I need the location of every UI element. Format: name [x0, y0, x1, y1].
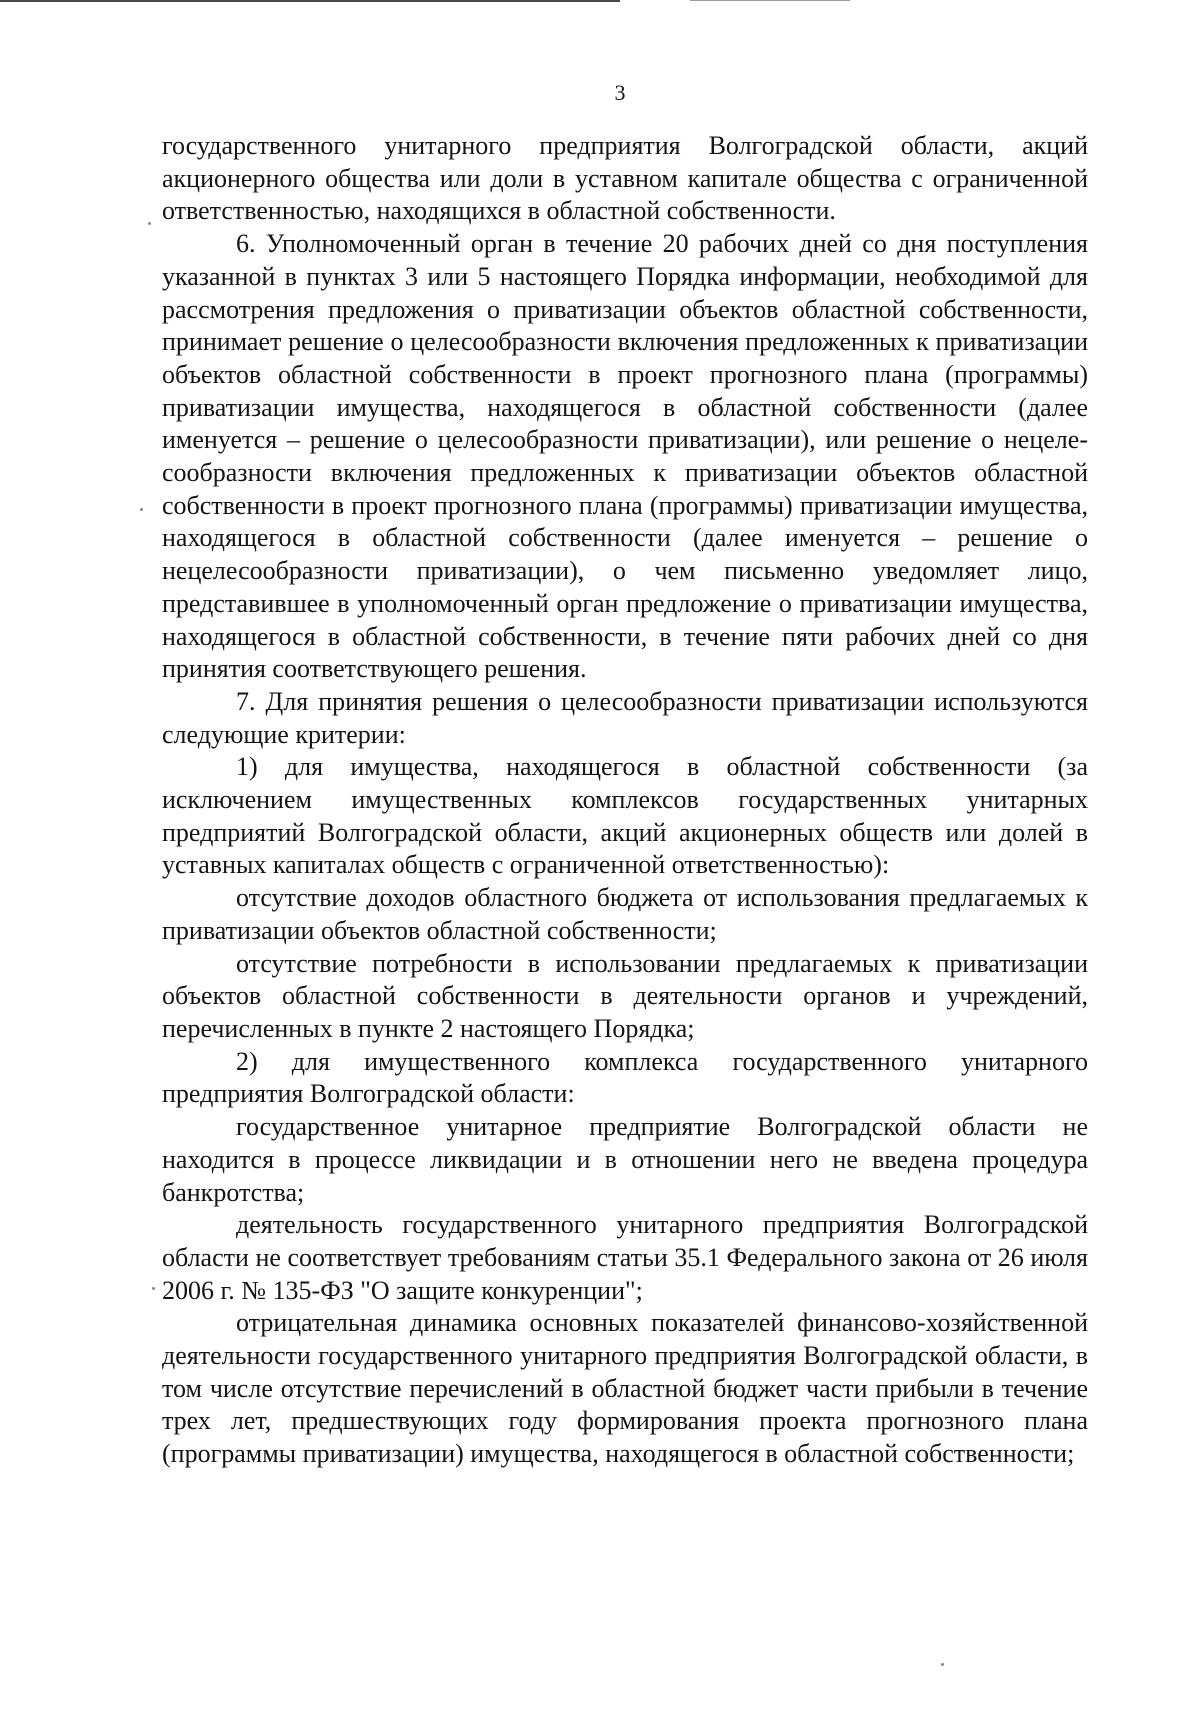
paragraph-item-7: 7. Для принятия решения о целесообразности приватизации используются следующие критерии: — [162, 686, 1088, 749]
scan-speck — [152, 1287, 155, 1290]
paragraph-item-6: 6. Уполномоченный орган в течение 20 рабочих дней со дня поступления указанной в пунктах 3 или 5 настоящего Порядка информации, необходимой для рассмотрения предложения о приватизации объектов областной собственности, принимает решение о целесообразности включения предложенных к приватизации объектов областной собственности в проект прогнозного плана (программы) приватизации имущества, находящегося в областной собственности (далее именуется – решение о целесообразности приватизации), или решение о нецелесообразности включения предложенных к приватизации объектов областной собственности в проект прогнозного плана (программы) приватизации имущества, находящегося в областной собственности (далее именуется – решение о нецелесообразности приватизации), о чем письменно уведомляет лицо, представившее в уполномоченный орган предложение о приватизации имущества, находящегося в областной собственности, в течение пяти рабочих дней со дня принятия соответствующего решения. — [162, 229, 1088, 684]
scan-speck — [140, 508, 143, 511]
paragraph-criterion-no-income: отсутствие доходов областного бюджета от использования предлагаемых к приватизации объектов областной собственности; — [162, 883, 1088, 945]
paragraph-continuation: государственного унитарного предприятия Волгоградской области, акций акционерного общества или доли в уставном капитале общества с ограниченной ответственностью, находящихся в областной собственности. — [162, 131, 1088, 226]
page-number: 3 — [614, 80, 626, 105]
scan-edge-line — [0, 0, 620, 2]
scan-edge-line-right — [690, 0, 850, 1]
scan-speck — [148, 222, 151, 225]
paragraph-subitem-1: 1) для имущества, находящегося в областной собственности (за исключением имущественных комплексов государственных унитарных предприятий Волгоградской области, акций акционерных обществ или долей в уставных капиталах обществ с ограниченной ответственностью): — [162, 752, 1088, 880]
scan-speck — [941, 1663, 944, 1666]
paragraph-subitem-2: 2) для имущественного комплекса государственного унитарного предприятия Волгоградской области: — [162, 1046, 1088, 1109]
paragraph-criterion-not-liquidating: государственное унитарное предприятие Волгоградской области не находится в процессе ликвидации и в отношении него не введена процедура банкротства; — [162, 1112, 1088, 1207]
document-body — [162, 130, 1088, 1471]
paragraph-criterion-no-need: отсутствие потребности в использовании предлагаемых к приватизации объектов областной собственности в деятельности органов и учреждений, перечисленных в пункте 2 настоящего Порядка; — [162, 948, 1088, 1043]
paragraph-criterion-competition-law: деятельность государственного унитарного предприятия Волгоградской области не соответствует требованиям статьи 35.1 Федерального закона от 26 июля 2006 г. № 135-ФЗ "О защите конкуренции"; — [162, 1210, 1088, 1305]
paragraph-criterion-negative-dynamics: отрицательная динамика основных показателей финансово-хозяйственной деятельности государственного унитарного предприятия Волгоградской области, в том числе отсутствие перечислений в областной бюджет части прибыли в течение трех лет, предшествующих году формирования проекта прогнозного плана (программы приватизации) имущества, находящегося в областной собственности; — [162, 1308, 1088, 1469]
